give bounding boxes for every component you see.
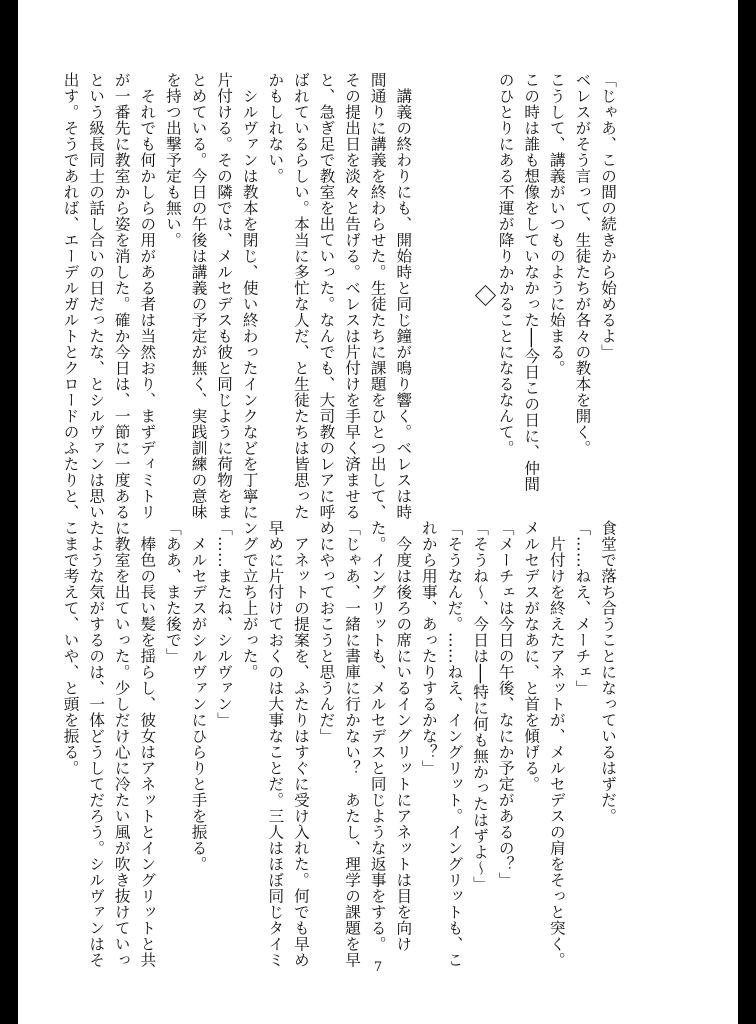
text-line: ばれているらしい。本当に多忙な人だ、と生徒たちは皆思った xyxy=(291,72,310,520)
text-line: めにやっておこうと思うんだ」 xyxy=(317,520,336,744)
text-line: シルヴァンは教本を閉じ、使い終わったインクなどを丁寧に xyxy=(240,72,259,520)
text-line: アネットの提案を、ふたりはすぐに受け入れた。何でも早め xyxy=(291,520,310,968)
text-line: メルセデスがなあに、と首を傾げる。 xyxy=(522,520,541,792)
text-line: メルセデスがシルヴァンにひらりと手を振る。 xyxy=(189,520,208,872)
text-line: 「……またね、シルヴァン」 xyxy=(215,520,234,728)
text-line: と、急ぎ足で教室を出ていった。なんでも、大司教のレアに呼 xyxy=(317,72,336,520)
text-line xyxy=(441,72,467,512)
text-line: ングで立ち上がった。 xyxy=(240,520,259,680)
text-line: 出す。そうであれば、エーデルガルトとクロードのふたりと、 xyxy=(61,72,80,520)
upper-text-block xyxy=(57,72,620,520)
text-line: この時は誰も想像をしていなかった──今日この日に、仲間 xyxy=(522,72,541,492)
text-line: とめている。今日の午後は講義の予定が無く、実践訓練の意味 xyxy=(189,72,208,520)
text-line: 「じゃあ、一緒に書庫に行かない？ あたし、理学の課題を早 xyxy=(343,520,362,968)
text-line: その提出日を淡々と告げる。ベレスは片付けを手早く済ませる xyxy=(343,72,362,520)
text-line: 早めに片付けておくのは大事なことだ。三人はほぼ同じタイミ xyxy=(266,520,285,968)
text-line: こまで考えて、いや、と頭を振る。 xyxy=(61,520,80,776)
text-line: 「そうね～、今日は──特に何も無かったはずよ～」 xyxy=(471,520,490,892)
text-line: 間通りに講義を終わらせた。生徒たちに課題をひとつ出して、 xyxy=(368,72,387,520)
text-line xyxy=(415,72,441,512)
text-line: が一番先に教室から姿を消した。確か今日は、一節に一度ある xyxy=(112,72,131,520)
text-line: 講義の終わりにも、開始時と同じ鐘が鳴り響く。ベレスは時 xyxy=(394,72,413,520)
text-line: た。イングリットも、メルセデスと同じような返事をする。 xyxy=(368,520,387,952)
text-line: ベレスがそう言って、生徒たちが各々の教本を開く。 xyxy=(573,72,592,456)
page xyxy=(18,0,738,1024)
text-line: という級長同士の話し合いの日だったな、とシルヴァンは思い xyxy=(87,72,106,520)
text-line: 片付ける。その隣では、メルセデスも彼と同じように荷物をま xyxy=(215,72,234,520)
text-line: 食堂で落ち合うことになっているはずだ。 xyxy=(599,520,617,824)
text-line: 「……ねえ、メーチェ」 xyxy=(573,520,592,696)
text-line: を持つ出撃予定も無い。 xyxy=(163,72,182,248)
text-line: かもしれない。 xyxy=(266,72,285,184)
text-line: たような気がするのは、一体どうしてだろう。シルヴァンはそ xyxy=(87,520,106,968)
text-line: れから用事、あったりするかな？」 xyxy=(419,520,438,776)
text-line: 「そうなんだ。……ねえ、イングリット。イングリットも、こ xyxy=(445,520,464,968)
text-line: 「ああ、また後で」 xyxy=(163,520,182,664)
text-line: 片付けを終えたアネットが、メルセデスの肩をそっと突く。 xyxy=(547,520,566,968)
text-line: 「じゃあ、この間の続きから始めるよ」 xyxy=(599,72,617,360)
text-line: 今度は後ろの席にいるイングリットにアネットは目を向け xyxy=(394,520,413,952)
text-line: それでも何かしらの用がある者は当然おり、まずディミトリ xyxy=(138,72,157,520)
text-line: 棒色の長い髪を揺らし、彼女はアネットとイングリットと共 xyxy=(138,520,157,968)
text-line: のひとりにある不運が降りかかることになるなんて。 xyxy=(496,72,515,456)
text-line: こうして、講義がいつものように始まる。 xyxy=(547,72,566,376)
text-line: に教室を出ていった。少しだけ心に冷たい風が吹き抜けていっ xyxy=(112,520,131,968)
page-number: 7 xyxy=(373,960,383,975)
lower-text-block xyxy=(57,520,620,968)
text-line: 「メーチェは今日の午後、なにか予定があるの？」 xyxy=(496,520,515,888)
